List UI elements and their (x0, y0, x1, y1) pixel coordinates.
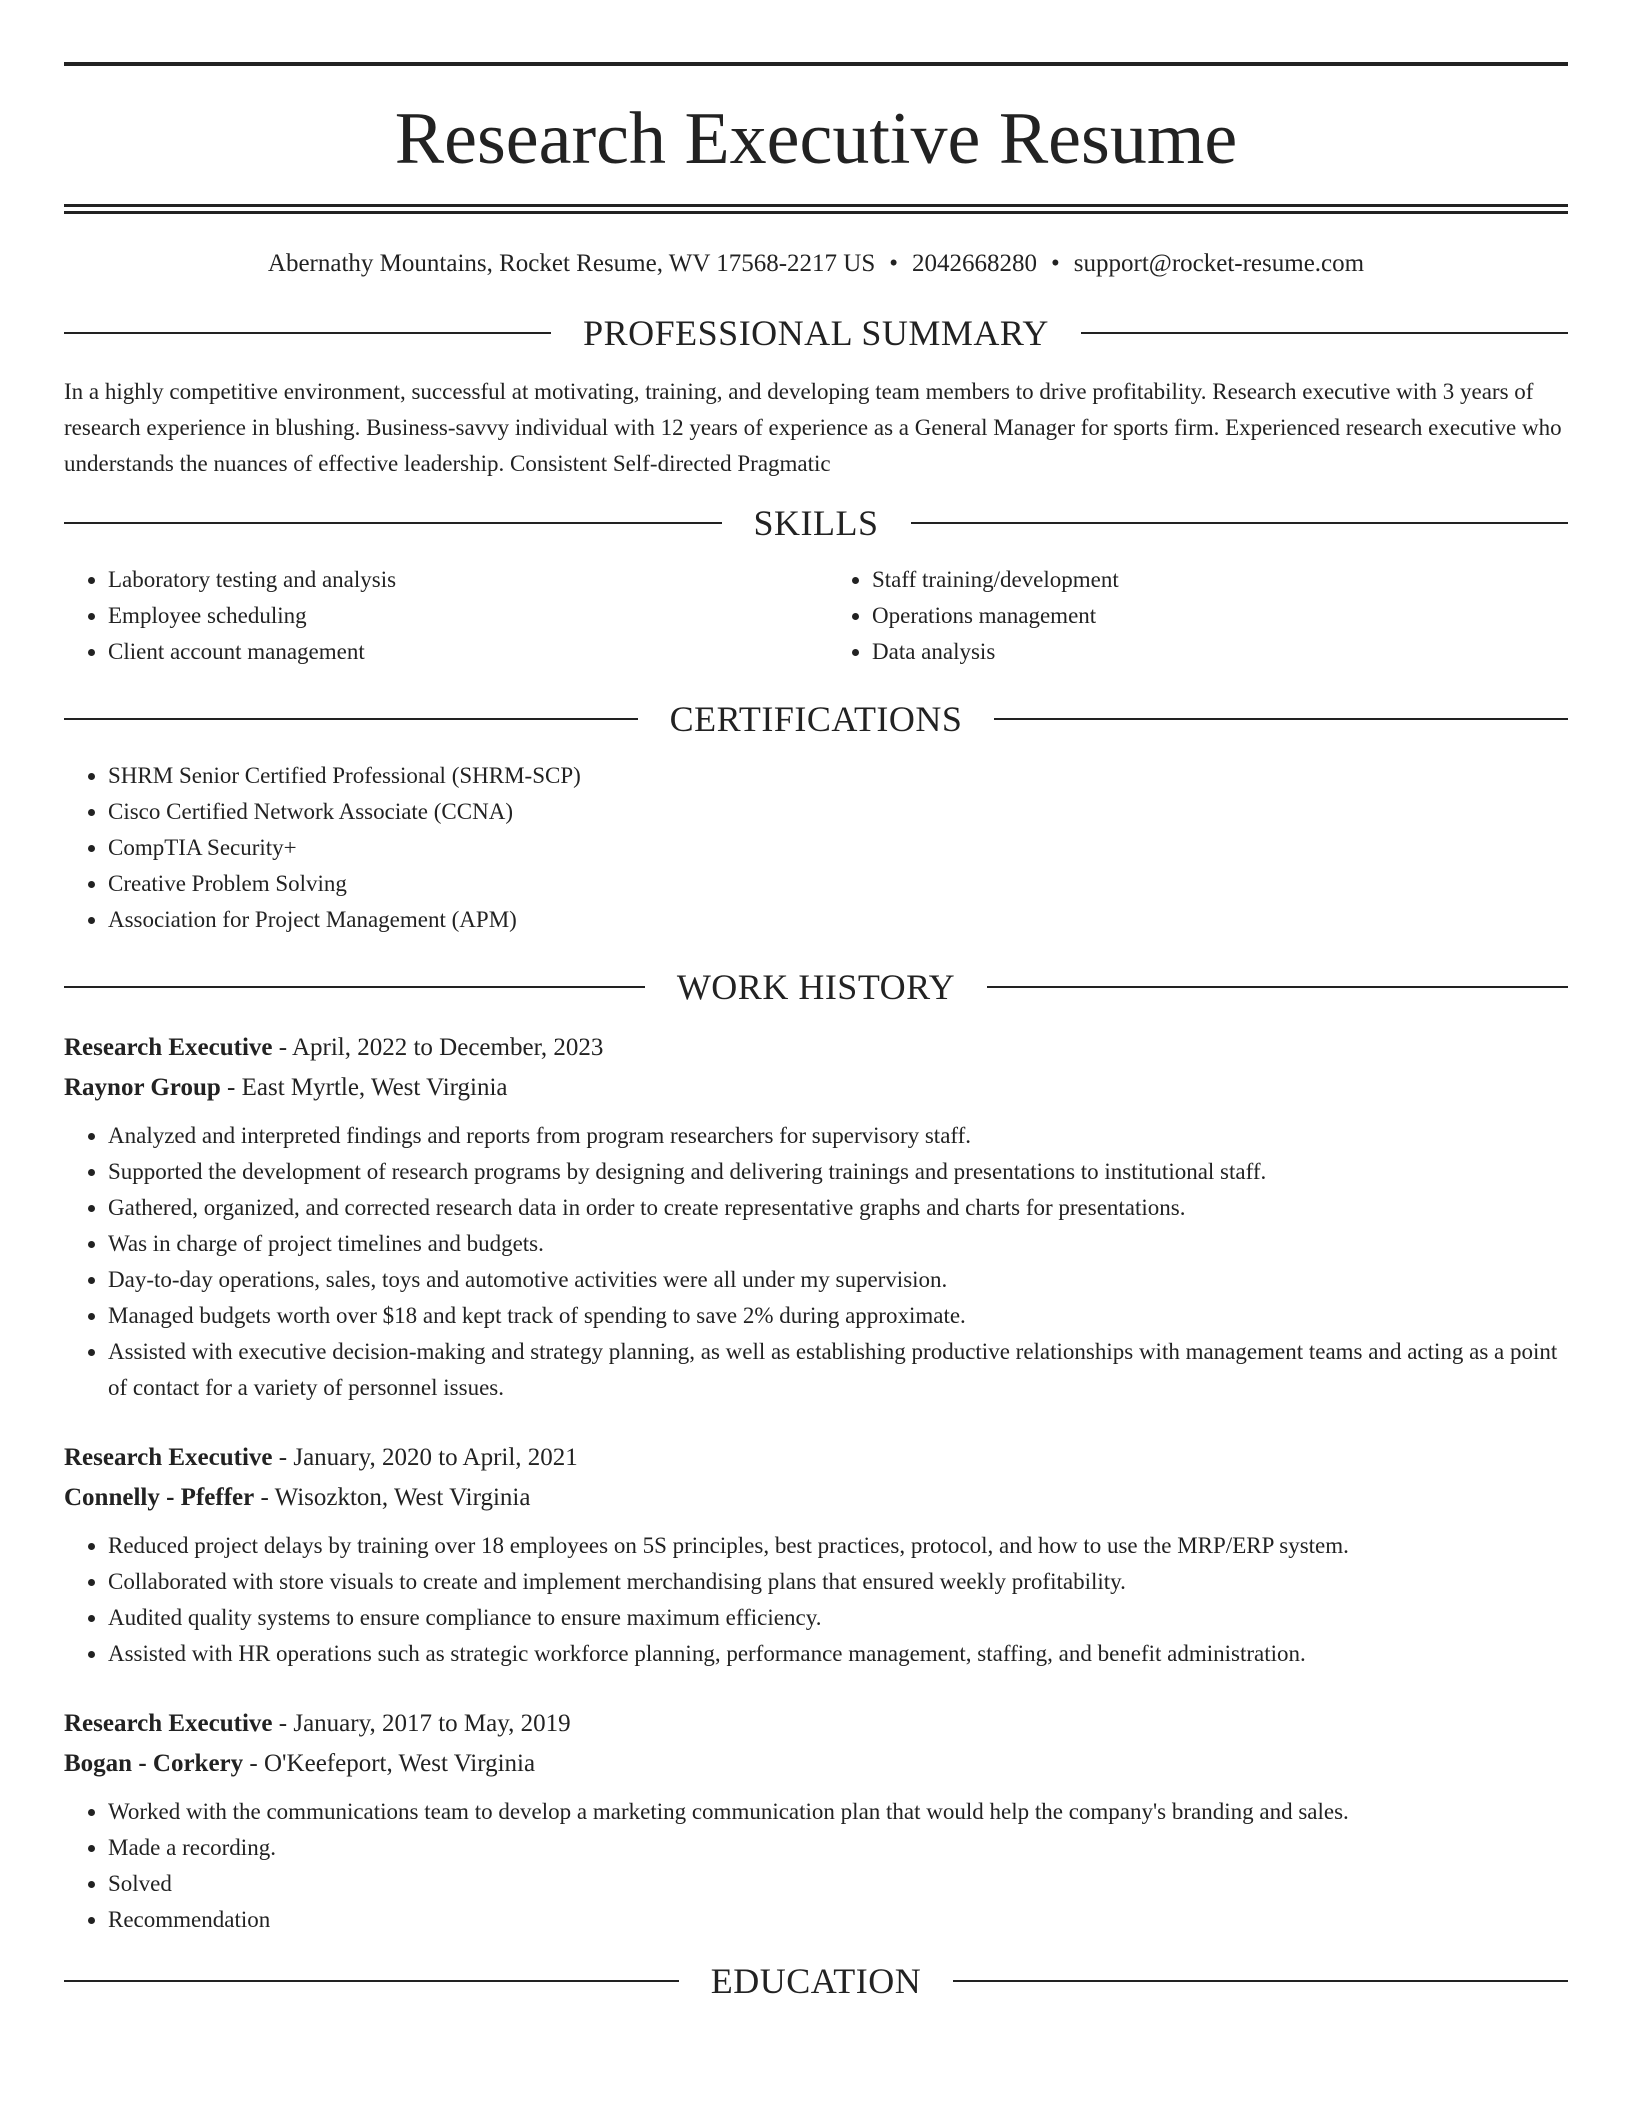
job-title-line (64, 1438, 1568, 1478)
job-bullet: • Audited quality systems to ensure compliance to ensure maximum efficiency. (108, 1600, 1568, 1636)
work-history-list (64, 1028, 1568, 1938)
section-title: SKILLS (753, 503, 879, 543)
contact-address: Abernathy Mountains, Rocket Resume, WV 17568-2217 US (267, 250, 876, 277)
contact-email: support@rocket-resume.com (1073, 250, 1365, 277)
job-title: Research Executive (64, 1034, 273, 1061)
contact-phone: 2042668280 (912, 250, 1038, 277)
job-title: Research Executive (64, 1710, 273, 1737)
skill-item: • Operations management (872, 598, 1568, 634)
job-dates: April, 2022 to December, 2023 (291, 1034, 604, 1061)
job-company-line (64, 1478, 1568, 1518)
job-title: Research Executive (64, 1444, 273, 1471)
heading-rule-left (64, 332, 551, 334)
dash-separator: - (272, 1034, 292, 1061)
heading-rule-right (987, 986, 1568, 988)
job-bullet: • Supported the development of research programs by designing and delivering trainings and presentations to institutional staff. (108, 1154, 1568, 1190)
dash-separator: - (243, 1750, 264, 1777)
skills-column-left (64, 562, 816, 670)
section-title: WORK HISTORY (676, 967, 956, 1007)
job-location: Wisozkton, West Virginia (274, 1484, 531, 1511)
contact-separator: • (889, 250, 899, 277)
heading-rule-right (953, 1980, 1568, 1982)
contact-line (64, 250, 1568, 278)
job-bullet: • Made a recording. (108, 1830, 1568, 1866)
job-bullets (64, 1794, 1568, 1938)
section-title: EDUCATION (710, 1961, 922, 2001)
job-company-line (64, 1744, 1568, 1784)
heading-rule-left (64, 1980, 679, 1982)
job-company: Connelly - Pfeffer (64, 1484, 255, 1511)
certification-item: • CompTIA Security+ (108, 830, 1568, 866)
resume-page (64, 62, 1568, 2002)
job-bullet: • Collaborated with store visuals to create and implement merchandising plans that ensured weekly profitability. (108, 1564, 1568, 1600)
job-dates: January, 2017 to May, 2019 (293, 1710, 571, 1737)
job-dates: January, 2020 to April, 2021 (293, 1444, 578, 1471)
job-bullet: • Assisted with executive decision-making and strategy planning, as well as establishing productive relationships with management teams and acting as a point of contact for a variety of personnel issues. (108, 1334, 1568, 1406)
heading-rule-right (994, 718, 1568, 720)
page-title: Research Executive Resume (394, 98, 1238, 180)
section-heading-certifications (64, 698, 1568, 740)
job-location: O'Keefeport, West Virginia (263, 1750, 536, 1777)
job-bullet: • Managed budgets worth over $18 and kept track of spending to save 2% during approximate. (108, 1298, 1568, 1334)
job-company: Bogan - Corkery (64, 1750, 244, 1777)
job-title-line (64, 1028, 1568, 1068)
dash-separator: - (272, 1444, 294, 1471)
certification-item: • Cisco Certified Network Associate (CCNA) (108, 794, 1568, 830)
skill-item: • Data analysis (872, 634, 1568, 670)
heading-rule-left (64, 718, 638, 720)
heading-rule-left (64, 986, 645, 988)
section-heading-skills (64, 502, 1568, 544)
certifications-list (64, 758, 1568, 938)
skill-item: • Client account management (108, 634, 816, 670)
job-bullet: • Day-to-day operations, sales, toys and automotive activities were all under my supervision. (108, 1262, 1568, 1298)
job-bullet: • Analyzed and interpreted findings and reports from program researchers for supervisory staff. (108, 1118, 1568, 1154)
job-location: East Myrtle, West Virginia (241, 1074, 508, 1101)
dash-separator: - (254, 1484, 275, 1511)
section-heading-education (64, 1960, 1568, 2002)
top-rule (64, 62, 1568, 66)
section-title: CERTIFICATIONS (669, 699, 963, 739)
job-entry (64, 1028, 1568, 1406)
job-bullets (64, 1118, 1568, 1406)
dash-separator: - (272, 1710, 294, 1737)
section-heading-work-history (64, 966, 1568, 1008)
skill-item: • Laboratory testing and analysis (108, 562, 816, 598)
skills-column-right (816, 562, 1568, 670)
job-bullet: • Reduced project delays by training over 18 employees on 5S principles, best practices, protocol, and how to use the MRP/ERP system. (108, 1528, 1568, 1564)
heading-rule-right (1081, 332, 1568, 334)
certification-item: • Creative Problem Solving (108, 866, 1568, 902)
job-bullet: • Worked with the communications team to develop a marketing communication plan that would help the company's branding and sales. (108, 1794, 1568, 1830)
skill-item: • Staff training/development (872, 562, 1568, 598)
heading-rule-left (64, 522, 722, 524)
job-bullets (64, 1528, 1568, 1672)
section-heading-summary (64, 312, 1568, 354)
job-company-line (64, 1068, 1568, 1108)
section-title: PROFESSIONAL SUMMARY (583, 313, 1049, 353)
job-company: Raynor Group (64, 1074, 221, 1101)
job-bullet: • Was in charge of project timelines and budgets. (108, 1226, 1568, 1262)
certification-item: • Association for Project Management (APM) (108, 902, 1568, 938)
skill-item: • Employee scheduling (108, 598, 816, 634)
skills-list (64, 562, 1568, 670)
job-bullet: • Recommendation (108, 1902, 1568, 1938)
dash-separator: - (220, 1074, 242, 1101)
job-entry (64, 1438, 1568, 1672)
job-bullet: • Assisted with HR operations such as strategic workforce planning, performance management, staffing, and benefit administration. (108, 1636, 1568, 1672)
job-entry (64, 1704, 1568, 1938)
job-bullet: • Solved (108, 1866, 1568, 1902)
certification-item: • SHRM Senior Certified Professional (SHRM-SCP) (108, 758, 1568, 794)
title-double-rule (64, 204, 1568, 214)
job-bullet: • Gathered, organized, and corrected research data in order to create representative graphs and charts for presentations. (108, 1190, 1568, 1226)
contact-separator: • (1051, 250, 1060, 277)
summary-text: In a highly competitive environment, successful at motivating, training, and developing team members to drive profitability. Research executive with 3 years of research experience in blushing. Business-savvy individual with 12 years of experience as a General Manager for sports firm. Experienced research executive who understands the nuances of effective leadership. Consistent Self-directed Pragmatic (64, 379, 1562, 476)
heading-rule-right (911, 522, 1569, 524)
job-title-line (64, 1704, 1568, 1744)
